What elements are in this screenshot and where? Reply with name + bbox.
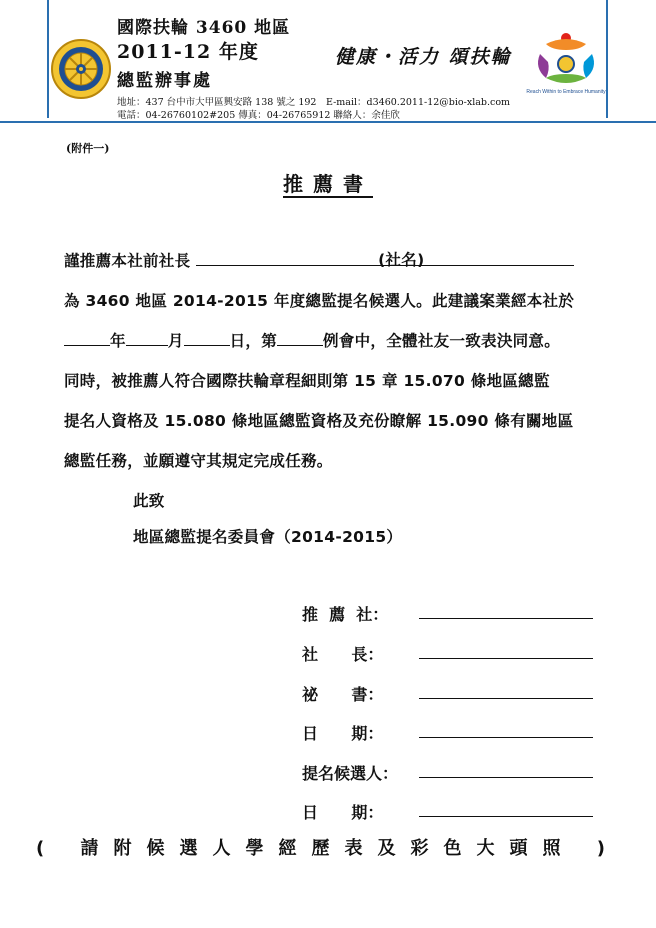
sig-line-president[interactable] bbox=[419, 657, 593, 659]
sig-label-secretary: 祕 書： bbox=[302, 685, 384, 704]
club-name-hint: (社名) bbox=[378, 251, 425, 269]
theme-logo-icon bbox=[526, 30, 606, 96]
month-label: 月 bbox=[167, 332, 184, 350]
year-label: 年 bbox=[110, 332, 126, 350]
meeting-number-blank[interactable] bbox=[277, 331, 323, 346]
paragraph-2: 為 3460 地區 2014-2015 年度總監提名候選人。此建議案業經本社於 bbox=[64, 292, 575, 310]
district-title: 國際扶輪 3460 地區 bbox=[117, 18, 291, 38]
p1-prefix: 謹推薦本社前社長 bbox=[64, 252, 191, 270]
sig-label-candidate-date: 日 期： bbox=[302, 803, 384, 822]
sig-label-club: 推 薦 社： bbox=[302, 605, 389, 624]
year-title: 2011-12 年度 bbox=[117, 41, 259, 63]
sig-label-date: 日 期： bbox=[302, 724, 384, 743]
rotary-wheel-icon bbox=[50, 38, 112, 100]
office-title: 總監辦事處 bbox=[117, 71, 212, 91]
month-blank[interactable] bbox=[126, 331, 168, 346]
attachment-label: (附件一) bbox=[66, 142, 110, 155]
recipient-text: 地區總監提名委員會（2014-2015） bbox=[133, 528, 403, 546]
paragraph-1 bbox=[64, 249, 574, 271]
sig-line-date[interactable] bbox=[419, 736, 593, 738]
sig-line-candidate[interactable] bbox=[419, 776, 593, 778]
header-right-rule bbox=[606, 0, 608, 118]
paragraph-6: 總監任務，並願遵守其規定完成任務。 bbox=[64, 452, 333, 470]
day-blank[interactable] bbox=[184, 331, 230, 346]
slogan: 健康・活力 頌扶輪 bbox=[335, 46, 512, 68]
phone-line: 電話：04-26760102#205 傳真：04-26765912 聯絡人：余佳欣 bbox=[117, 110, 400, 121]
day-label: 日，第 bbox=[229, 332, 278, 350]
paragraph-3 bbox=[64, 329, 560, 351]
meeting-tail: 例會中，全體社友一致表決同意。 bbox=[323, 332, 561, 350]
address-line: 地址：437 台中市大甲區興安路 138 號之 192 E-mail：d3460.2011-12@bio-xlab.com bbox=[117, 97, 511, 108]
sig-label-candidate: 提名候選人： bbox=[302, 764, 399, 783]
year-blank[interactable] bbox=[64, 331, 110, 346]
document-title: 推薦書 bbox=[283, 172, 373, 196]
header-bottom-rule bbox=[0, 121, 656, 123]
closing-text: 此致 bbox=[133, 492, 165, 510]
sig-line-candidate-date[interactable] bbox=[419, 815, 593, 817]
header-left-rule bbox=[47, 0, 49, 118]
sig-line-club[interactable] bbox=[419, 617, 593, 619]
sig-line-secretary[interactable] bbox=[419, 697, 593, 699]
club-name-blank[interactable] bbox=[196, 251, 574, 269]
sig-label-president: 社 長： bbox=[302, 645, 384, 664]
paragraph-5: 提名人資格及 15.080 條地區總監資格及充份瞭解 15.090 條有關地區 bbox=[64, 412, 574, 430]
theme-logo-caption: Reach Within to Embrace Humanity bbox=[526, 89, 606, 95]
paragraph-4: 同時，被推薦人符合國際扶輪章程細則第 15 章 15.070 條地區總監 bbox=[64, 372, 550, 390]
footer-note: ( 請附候選人學經歷表及彩色大頭照 ) bbox=[36, 838, 620, 859]
